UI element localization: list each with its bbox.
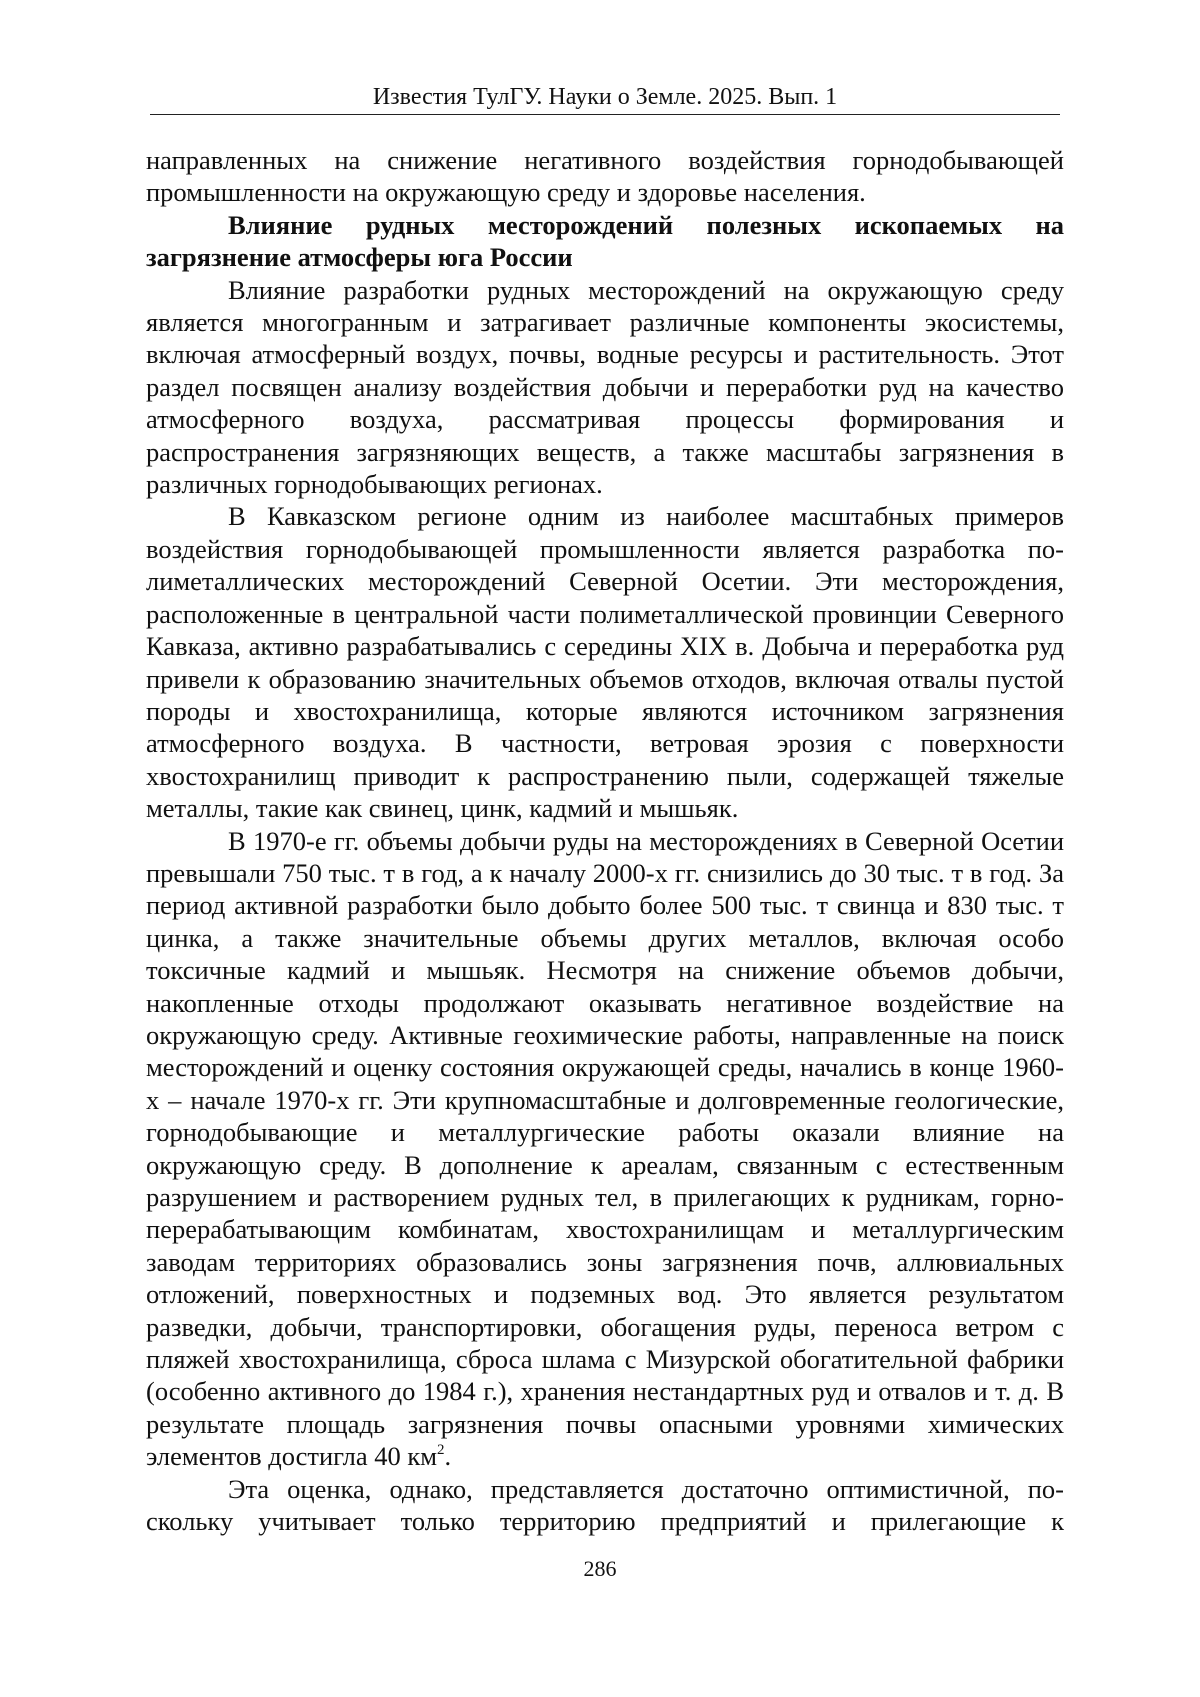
article-body: [146, 144, 1064, 1537]
paragraph-4: Эта оценка, однако, представляется достаточно оптимистичной, поскольку учитывает только территорию предприятий и прилегающие к: [146, 1473, 1064, 1537]
page-number: 286: [583, 1556, 617, 1581]
paragraph-3-end: .: [444, 1441, 452, 1472]
continued-paragraph: направленных на снижение негативного воздействия горнодобывающей промышленности на окружающую среду и здоровье населения.: [146, 145, 1064, 208]
paragraph-3-text: В 1970-е гг. объемы добычи руды на месторождениях в Северной Осетии превышали 750 тыс. т в год, а к началу 2000-х гг. снизились до 30 тыс. т в год. За период активной разработки было добыто более 500 тыс. т свинца и 830 тыс. т цинка, а также значительные объемы других металлов, включая особо токсичные кадмий и мышьяк. Несмотря на снижение объемов добычи, накопленные отходы продолжают оказывать негативное воздействие на окружающую среду. Активные геохимические работы, направленные на поиск месторождений и оценку состояния окружающей среды, начались в конце 1960-х – начале 1970-х гг. Эти крупномасштабные и долговременные геологические, горнодобывающие и металлургические работы оказали влияние на окружающую среду. В дополнение к ареалам, связанным с естественным разрушением и растворением рудных тел, в прилегающих к рудникам, горно-перерабатывающим комбинатам, хвостохранилищам и металлургическим заводам территориях образовались зоны загрязнения почв, аллювиальных отложений, поверхностных и подземных вод. Это является результатом разведки, добычи, транспортировки, обогащения руды, переноса ветром с пляжей хвостохранилища, сброса шлама с Мизурской обогатительной фабрики (особенно активного до 1984 г.), хранения нестандартных руд и отвалов и т. д. В результате площадь загрязнения почвы опасными уровнями химических элементов достигла 40 км: [146, 825, 1064, 1472]
paragraph-1: Влияние разработки рудных месторождений на окружающую среду является многогранным и затрагивает различные компоненты экосистемы, включая атмосферный воздух, почвы, водные ресурсы и растительность. Этот раздел посвящен анализу воздействия добычи и переработки руд на качество атмосферного воздуха, рассматривая процессы формирования и распространения загрязняющих веществ, а также масштабы загрязнения в различных горнодобывающих регионах.: [146, 274, 1064, 500]
superscript-exponent: 2: [437, 1442, 445, 1459]
section-heading: Влияние рудных месторождений полезных ископаемых на загрязнение атмосферы юга России: [146, 209, 1064, 273]
paragraph-2: В Кавказском регионе одним из наиболее масштабных примеров воздействия горнодобывающей промышленности является разработка полиметаллических месторождений Северной Осетии. Эти месторождения, расположенные в центральной части полиметаллической провинции Северного Кавказа, активно разрабатывались с середины XIX в. Добыча и переработка руд привели к образованию значительных объемов отходов, включая отвалы пустой породы и хвостохранилища, которые являются источником загрязнения атмосферного воздуха. В частности, ветровая эрозия с поверхности хвостохранилищ приводит к распространению пыли, содержащей тяжелые металлы, такие как свинец, цинк, кадмий и мышьяк.: [146, 501, 1064, 824]
paragraph-3: [146, 825, 1064, 1473]
running-header: Известия ТулГУ. Науки о Земле. 2025. Вып. 1: [150, 82, 1060, 115]
